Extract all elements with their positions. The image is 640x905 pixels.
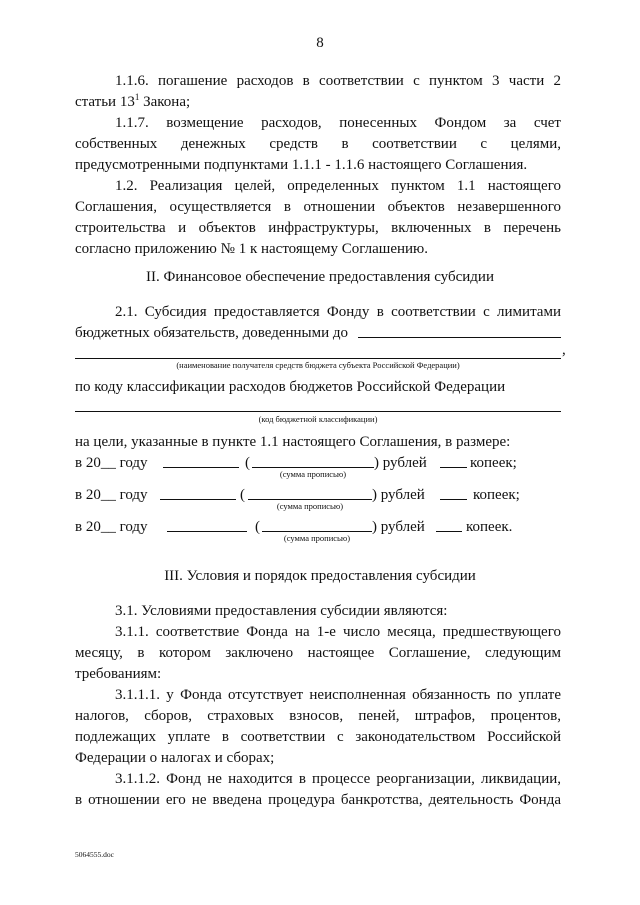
amount-digits-line	[167, 531, 247, 532]
recipient-comma: ,	[562, 342, 566, 358]
paragraph-2-1-line2: бюджетных обязательств, доведенными до	[75, 325, 349, 341]
amount-kopecks-line	[436, 531, 462, 532]
paragraph-3-1-1-1-line4: Федерации о налогах и сборах;	[75, 750, 275, 766]
paragraph-3-1-1-line2: месяцу, в котором заключено настоящее Соглашение, следующим	[75, 645, 561, 661]
paragraph-2-1-line1: 2.1. Субсидия предоставляется Фонду в соответствии с лимитами	[115, 304, 561, 320]
amount-year: в 20__ году	[75, 519, 148, 535]
amount-digits-line	[163, 467, 239, 468]
paragraph-2-1-code-line: по коду классификации расходов бюджетов Российской Федерации	[75, 379, 506, 395]
amount-open-paren: (	[240, 487, 245, 503]
paragraph-1-2-line3: строительства и объектов инфраструктуры, включенных в перечень	[75, 220, 561, 236]
paragraph-1-2-line2: Соглашения, осуществляется в отношении объектов незавершенного	[75, 199, 561, 215]
amount-words-line	[252, 467, 374, 468]
page-number: 8	[316, 35, 324, 51]
paragraph-3-1-1-1-line3: подлежащих уплате в соответствии с законодательством Российской	[75, 729, 561, 745]
amount-words-line	[262, 531, 372, 532]
paragraph-1-1-6-line1: 1.1.6. погашение расходов в соответствии с пунктом 3 части 2	[115, 73, 561, 89]
paragraph-3-1: 3.1. Условиями предоставления субсидии являются:	[115, 603, 448, 619]
section-3-title: III. Условия и порядок предоставления субсидии	[164, 568, 476, 584]
amount-kopecks-label: копеек;	[473, 487, 520, 503]
recipient-name-line	[75, 358, 561, 359]
amount-open-paren: (	[255, 519, 260, 535]
amount-kopecks-label: копеек.	[466, 519, 513, 535]
amount-words-line	[248, 499, 372, 500]
amount-rubles: ) рублей	[374, 455, 427, 471]
amount-caption: (сумма прописью)	[279, 469, 347, 479]
amount-caption: (сумма прописью)	[276, 501, 344, 511]
amount-kopecks-line	[440, 467, 467, 468]
paragraph-3-1-1-2-line2: в отношении его не введена процедура банкротства, деятельность Фонда	[75, 792, 561, 808]
paragraph-3-1-1-2-line1: 3.1.1.2. Фонд не находится в процессе реорганизации, ликвидации,	[115, 771, 561, 787]
paragraph-1-1-7-line3: предусмотренными подпунктами 1.1.1 - 1.1.6 настоящего Соглашения.	[75, 157, 528, 173]
paragraph-1-1-7-line1: 1.1.7. возмещение расходов, понесенных Фондом за счет	[115, 115, 561, 131]
amount-kopecks-label: копеек;	[470, 455, 517, 471]
amount-kopecks-line	[440, 499, 467, 500]
paragraph-1-2-line4: согласно приложению № 1 к настоящему Соглашению.	[75, 241, 428, 257]
recipient-caption: (наименование получателя средств бюджета субъекта Российской Федерации)	[176, 360, 460, 370]
budget-code-line	[75, 411, 561, 412]
section-2-title: II. Финансовое обеспечение предоставления субсидии	[146, 269, 494, 285]
budget-code-caption: (код бюджетной классификации)	[258, 414, 378, 424]
amount-rubles: ) рублей	[372, 519, 425, 535]
paragraph-3-1-1-1-line1: 3.1.1.1. у Фонда отсутствует неисполненная обязанность по уплате	[115, 687, 561, 703]
amount-open-paren: (	[245, 455, 250, 471]
paragraph-1-1-6-line2: статьи $13^1$ Закона;	[75, 92, 191, 110]
paragraph-3-1-1-1-line2: налогов, сборов, страховых взносов, пеней, штрафов, процентов,	[75, 708, 561, 724]
paragraph-3-1-1-line1: 3.1.1. соответствие Фонда на 1-е число месяца, предшествующего	[115, 624, 561, 640]
amount-caption: (сумма прописью)	[283, 533, 351, 543]
recipient-blank-line	[358, 337, 561, 338]
amount-rubles: ) рублей	[372, 487, 425, 503]
paragraph-3-1-1-line3: требованиям:	[75, 666, 162, 682]
footer-filename: 5064555.doc	[75, 850, 114, 859]
paragraph-2-1-purpose-line: на цели, указанные в пункте 1.1 настоящего Соглашения, в размере:	[75, 434, 511, 450]
amount-year: в 20__ году	[75, 487, 148, 503]
amount-digits-line	[160, 499, 236, 500]
amount-year: в 20__ году	[75, 455, 148, 471]
paragraph-1-2-line1: 1.2. Реализация целей, определенных пунктом 1.1 настоящего	[115, 178, 561, 194]
paragraph-1-1-7-line2: собственных денежных средств в соответствии с целями,	[75, 136, 561, 152]
